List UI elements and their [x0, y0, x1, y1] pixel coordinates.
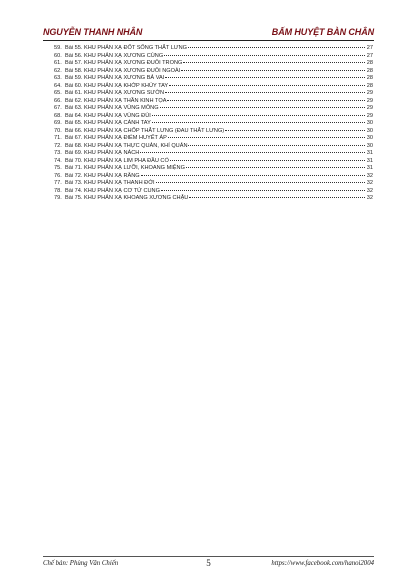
toc-entry-page: 29	[366, 105, 373, 111]
toc-entry-page: 27	[366, 45, 373, 51]
toc-entry[interactable]	[54, 68, 373, 76]
toc-entry-page: 31	[366, 150, 373, 156]
page-footer	[43, 556, 374, 568]
toc-entry[interactable]	[54, 53, 373, 61]
header-book-title: BẤM HUYỆT BÀN CHÂN	[271, 27, 374, 37]
toc-entry[interactable]	[54, 75, 373, 83]
toc-entry-title: Bài 64. KHU PHẢN XẠ VÙNG ĐÙI	[65, 112, 151, 119]
toc-entry-page: 29	[366, 90, 373, 96]
toc-entry-page: 29	[366, 97, 373, 104]
toc-dot-leader	[161, 190, 365, 191]
toc-entry-page: 32	[366, 195, 373, 201]
toc-entry-page: 28	[366, 60, 373, 66]
toc-dot-leader	[186, 167, 365, 168]
toc-dot-leader	[152, 122, 365, 123]
toc-dot-leader	[189, 197, 365, 198]
toc-dot-leader	[169, 85, 365, 86]
header-author: NGUYỄN THANH NHÂN	[43, 27, 143, 37]
toc-dot-leader	[168, 137, 365, 138]
page-number: 5	[206, 558, 211, 568]
toc-entry-title: Bài 63. KHU PHẢN XẠ VÙNG MÔNG	[65, 105, 159, 111]
toc-entry-page: 28	[366, 82, 373, 89]
toc-entry-number: 63.	[54, 75, 62, 81]
toc-entry-number: 67.	[54, 105, 62, 111]
toc-entry-number: 60.	[54, 52, 62, 59]
toc-entry[interactable]	[54, 60, 373, 68]
toc-entry-number: 72.	[54, 142, 62, 149]
toc-entry[interactable]	[54, 105, 373, 113]
toc-dot-leader	[141, 175, 365, 176]
toc-entry-title: Bài 68. KHU PHẢN XẠ THỰC QUẢN, KHÍ QUẢN	[65, 142, 188, 149]
toc-entry[interactable]	[54, 128, 373, 136]
toc-dot-leader	[152, 115, 365, 116]
toc-entry-number: 71.	[54, 135, 62, 141]
toc-entry-title: Bài 70. KHU PHẢN XẠ LIM PHA ĐẦU CỔ	[65, 157, 169, 164]
toc-entry-title: Bài 73. KHU PHẢN XẠ THANH ĐỚI	[65, 180, 155, 186]
toc-dot-leader	[164, 55, 365, 56]
toc-dot-leader	[165, 92, 365, 93]
toc-dot-leader	[225, 130, 365, 131]
toc-entry[interactable]	[54, 90, 373, 98]
toc-entry-number: 69.	[54, 120, 62, 126]
toc-entry-page: 29	[366, 112, 373, 119]
toc-entry-page: 31	[366, 157, 373, 164]
toc-entry-page: 32	[366, 187, 373, 194]
toc-entry-page: 30	[366, 142, 373, 149]
toc-entry[interactable]	[54, 180, 373, 188]
toc-entry-page: 32	[366, 172, 373, 179]
toc-entry-number: 64.	[54, 82, 62, 89]
toc-entry-page: 30	[366, 135, 373, 141]
toc-dot-leader	[183, 62, 365, 63]
toc-dot-leader	[188, 145, 365, 146]
toc-entry-title: Bài 62. KHU PHẢN XẠ THẦN KINH TỌA	[65, 97, 167, 104]
toc-entry-number: 68.	[54, 112, 62, 119]
toc-entry-title: Bài 67. KHU PHẢN XẠ ĐIỂM HUYẾT ÁP	[65, 135, 167, 141]
toc-dot-leader	[167, 100, 365, 101]
footer-typesetter: Chế bản: Phùng Văn Chiến	[43, 560, 119, 567]
toc-dot-leader	[188, 47, 365, 48]
toc-entry[interactable]	[54, 150, 373, 158]
toc-entry[interactable]	[54, 83, 373, 91]
toc-entry-number: 66.	[54, 97, 62, 104]
toc-entry-number: 73.	[54, 150, 62, 156]
toc-entry-page: 30	[366, 120, 373, 126]
toc-entry-page: 30	[366, 127, 373, 134]
toc-entry[interactable]	[54, 120, 373, 128]
toc-entry[interactable]	[54, 195, 373, 203]
toc-dot-leader	[156, 182, 365, 183]
toc-entry-number: 74.	[54, 157, 62, 164]
toc-entry-title: Bài 69. KHU PHẢN XẠ NÁCH	[65, 150, 140, 156]
toc-entry-title: Bài 66. KHU PHẢN XẠ CHỐP THẮT LƯNG (ĐAU THẮT LƯNG)	[65, 127, 225, 134]
toc-dot-leader	[170, 160, 365, 161]
toc-entry-title: Bài 60. KHU PHẢN XẠ KHỚP KHỦY TAY	[65, 82, 169, 89]
toc-entry-page: 28	[366, 67, 373, 74]
toc-entry-number: 61.	[54, 60, 62, 66]
footer-url: https://www.facebook.com/hanoi2004	[271, 560, 374, 567]
toc-entry[interactable]	[54, 165, 373, 173]
toc-dot-leader	[160, 107, 365, 108]
toc-entry-page: 31	[366, 165, 373, 171]
toc-entry[interactable]	[54, 45, 373, 53]
toc-entry-title: Bài 75. KHU PHẢN XẠ KHOANG XƯƠNG CHẬU	[65, 195, 189, 201]
toc-entry-number: 75.	[54, 165, 62, 171]
toc-entry[interactable]	[54, 173, 373, 181]
toc-entry-page: 32	[366, 180, 373, 186]
toc-entry-title: Bài 72. KHU PHẢN XẠ RĂNG	[65, 172, 140, 179]
toc-entry[interactable]	[54, 143, 373, 151]
toc-entry[interactable]	[54, 158, 373, 166]
toc-entry-page: 28	[366, 75, 373, 81]
toc-entry-number: 59.	[54, 45, 62, 51]
toc-entry-title: Bài 58. KHU PHẢN XẠ XƯƠNG ĐUÔI NGOÀI	[65, 67, 181, 74]
toc-entry-number: 78.	[54, 187, 62, 194]
toc-dot-leader	[165, 77, 365, 78]
toc-entry-title: Bài 61. KHU PHẢN XẠ XƯƠNG SƯỜN	[65, 90, 165, 96]
toc-entry-number: 70.	[54, 127, 62, 134]
toc-entry-number: 77.	[54, 180, 62, 186]
toc-entry[interactable]	[54, 188, 373, 196]
toc-entry-title: Bài 74. KHU PHẢN XẠ CƠ TỬ CUNG	[65, 187, 160, 194]
toc-dot-leader	[181, 70, 365, 71]
toc-entry-number: 65.	[54, 90, 62, 96]
toc-entry-title: Bài 71. KHU PHẢN XẠ LƯỠI, KHOANG MIỆNG	[65, 165, 185, 171]
toc-entry[interactable]	[54, 135, 373, 143]
toc-entry-title: Bài 56. KHU PHẢN XẠ XƯƠNG CÙNG	[65, 52, 164, 59]
toc-entry[interactable]	[54, 98, 373, 106]
toc-entry-number: 79.	[54, 195, 62, 201]
toc-entry-title: Bài 59. KHU PHẢN XẠ XƯƠNG BẢ VAI	[65, 75, 165, 81]
toc-entry[interactable]	[54, 113, 373, 121]
table-of-contents	[54, 45, 373, 203]
page-header	[43, 27, 374, 41]
toc-entry-page: 27	[366, 52, 373, 59]
toc-entry-number: 62.	[54, 67, 62, 74]
toc-entry-number: 76.	[54, 172, 62, 179]
toc-entry-title: Bài 57. KHU PHẢN XẠ XƯƠNG ĐUÔI TRONG	[65, 60, 183, 66]
toc-entry-title: Bài 55. KHU PHẢN XẠ ĐỐT SỐNG THẮT LƯNG	[65, 45, 187, 51]
toc-dot-leader	[140, 152, 365, 153]
toc-entry-title: Bài 65. KHU PHẢN XẠ CÁNH TAY	[65, 120, 151, 126]
